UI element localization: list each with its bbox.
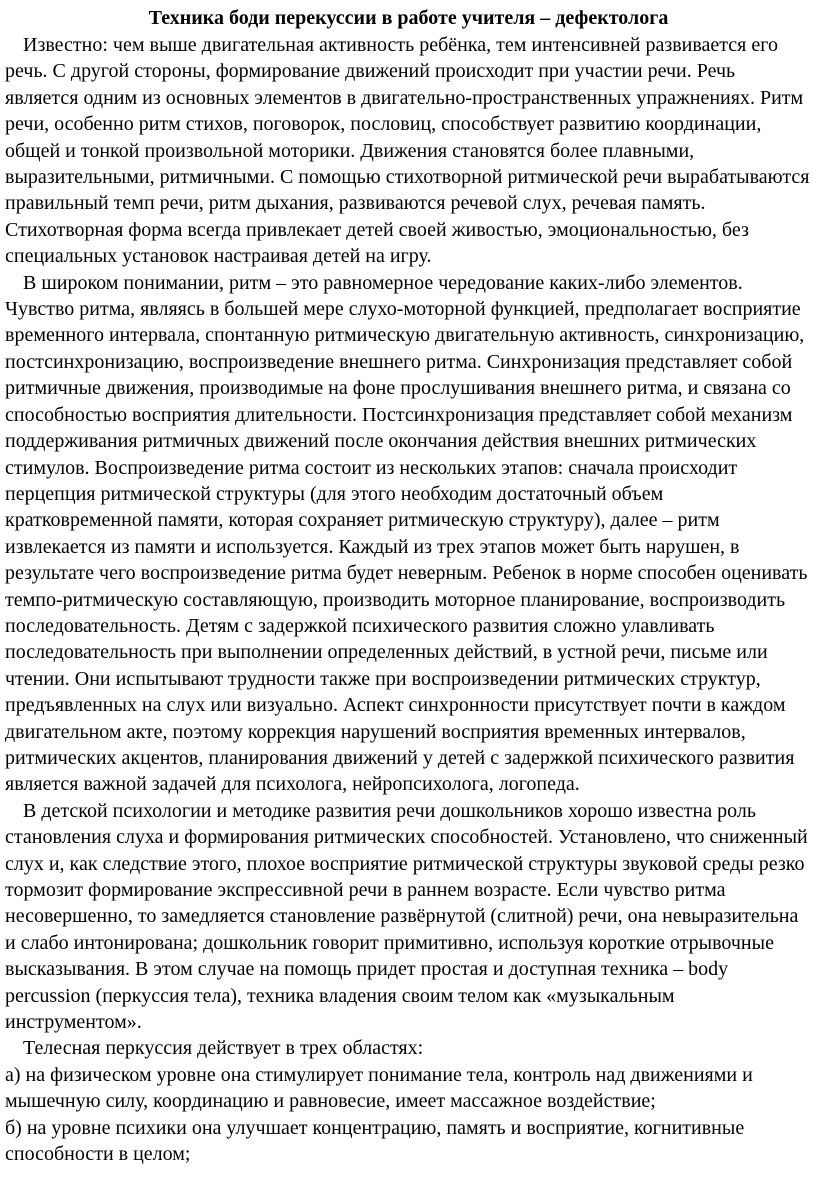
- paragraph-body-percussion-areas: Телесная перкуссия действует в трех областях:: [23, 1037, 424, 1060]
- paragraph-rhythm-definition: В широком понимании, ритм – это равномерное чередование каких-либо элементов. Чувство ритма, являясь в большей мере слухо-моторной функцией, предполагает восприятие временного интервала, спонтанную ритмическую двигательную активность, синхронизацию, постсинхронизацию, воспроизведение внешнего ритма. Синхронизация представляет собой ритмичные движения, производимые на фоне прослушивания внешнего ритма, и связана со способностью восприятия длительности. Постсинхронизация представляет собой механизм поддерживания ритмичных движений после окончания действия внешних ритмических стимулов. Воспроизведение ритма состоит из нескольких этапов: сначала происходит перцепция ритмической структуры (для этого необходим достаточный объем кратковременной памяти, которая сохраняет ритмическую структуру), далее – ритм извлекается из памяти и используется. Каждый из трех этапов может быть нарушен, в результате чего воспроизведение ритма будет неверным. Ребенок в норме способен оценивать темпо-ритмическую составляющую, производить моторное планирование, воспроизводить последовательность. Детям с задержкой психического развития сложно улавливать последовательность при выполнении определенных действий, в устной речи, письме или чтении. Они испытывают трудности также при воспроизведении ритмических структур, предъявленных на слух или визуально. Аспект синхронности присутствует почти в каждом двигательном акте, поэтому коррекция нарушений восприятия временных интервалов, ритмических акцентов, планирования движений у детей с задержкой психического развития является важной задачей для психолога, нейропсихолога, логопеда.: [5, 271, 808, 796]
- document-title: Техника боди перекуссии в работе учителя – дефектолога: [148, 7, 669, 29]
- list-item-psyche-level: б) на уровне психики она улучшает концентрацию, память и восприятие, когнитивные способности в целом;: [5, 1116, 745, 1166]
- paragraph-speech-and-motor-activity: Известно: чем выше двигательная активность ребёнка, тем интенсивней развивается его речь. С другой стороны, формирование движений происходит при участии речи. Речь является одним из основных элементов в двигательно-пространственных упражнениях. Ритм речи, особенно ритм стихов, поговорок, пословиц, способствует развитию координации, общей и тонкой произвольной моторики. Движения становятся более плавными, выразительными, ритмичными. С помощью стихотворной ритмической речи вырабатываются правильный темп речи, ритм дыхания, развиваются речевой слух, речевая память. Стихотворная форма всегда привлекает детей своей живостью, эмоциональностью, без специальных установок настраивая детей на игру.: [5, 34, 810, 268]
- list-item-physical-level: а) на физическом уровне она стимулирует понимание тела, контроль над движениями и мышечную силу, координацию и равновесие, имеет массажное воздействие;: [5, 1063, 753, 1113]
- paragraph-hearing-and-rhythm: В детской психологии и методике развития речи дошкольников хорошо известна роль становления слуха и формирования ритмических способностей. Установлено, что сниженный слух и, как следствие этого, плохое восприятие ритмической структуры звуковой среды резко тормозит формирование экспрессивной речи в раннем возрасте. Если чувство ритма несовершенно, то замедляется становление развёрнутой (слитной) речи, она невыразительна и слабо интонирована; дошкольник говорит примитивно, используя короткие отрывочные высказывания. В этом случае на помощь придет простая и доступная техника – body percussion (перкуссия тела), техника владения своим телом как «музыкальным инструментом».: [5, 799, 808, 1034]
